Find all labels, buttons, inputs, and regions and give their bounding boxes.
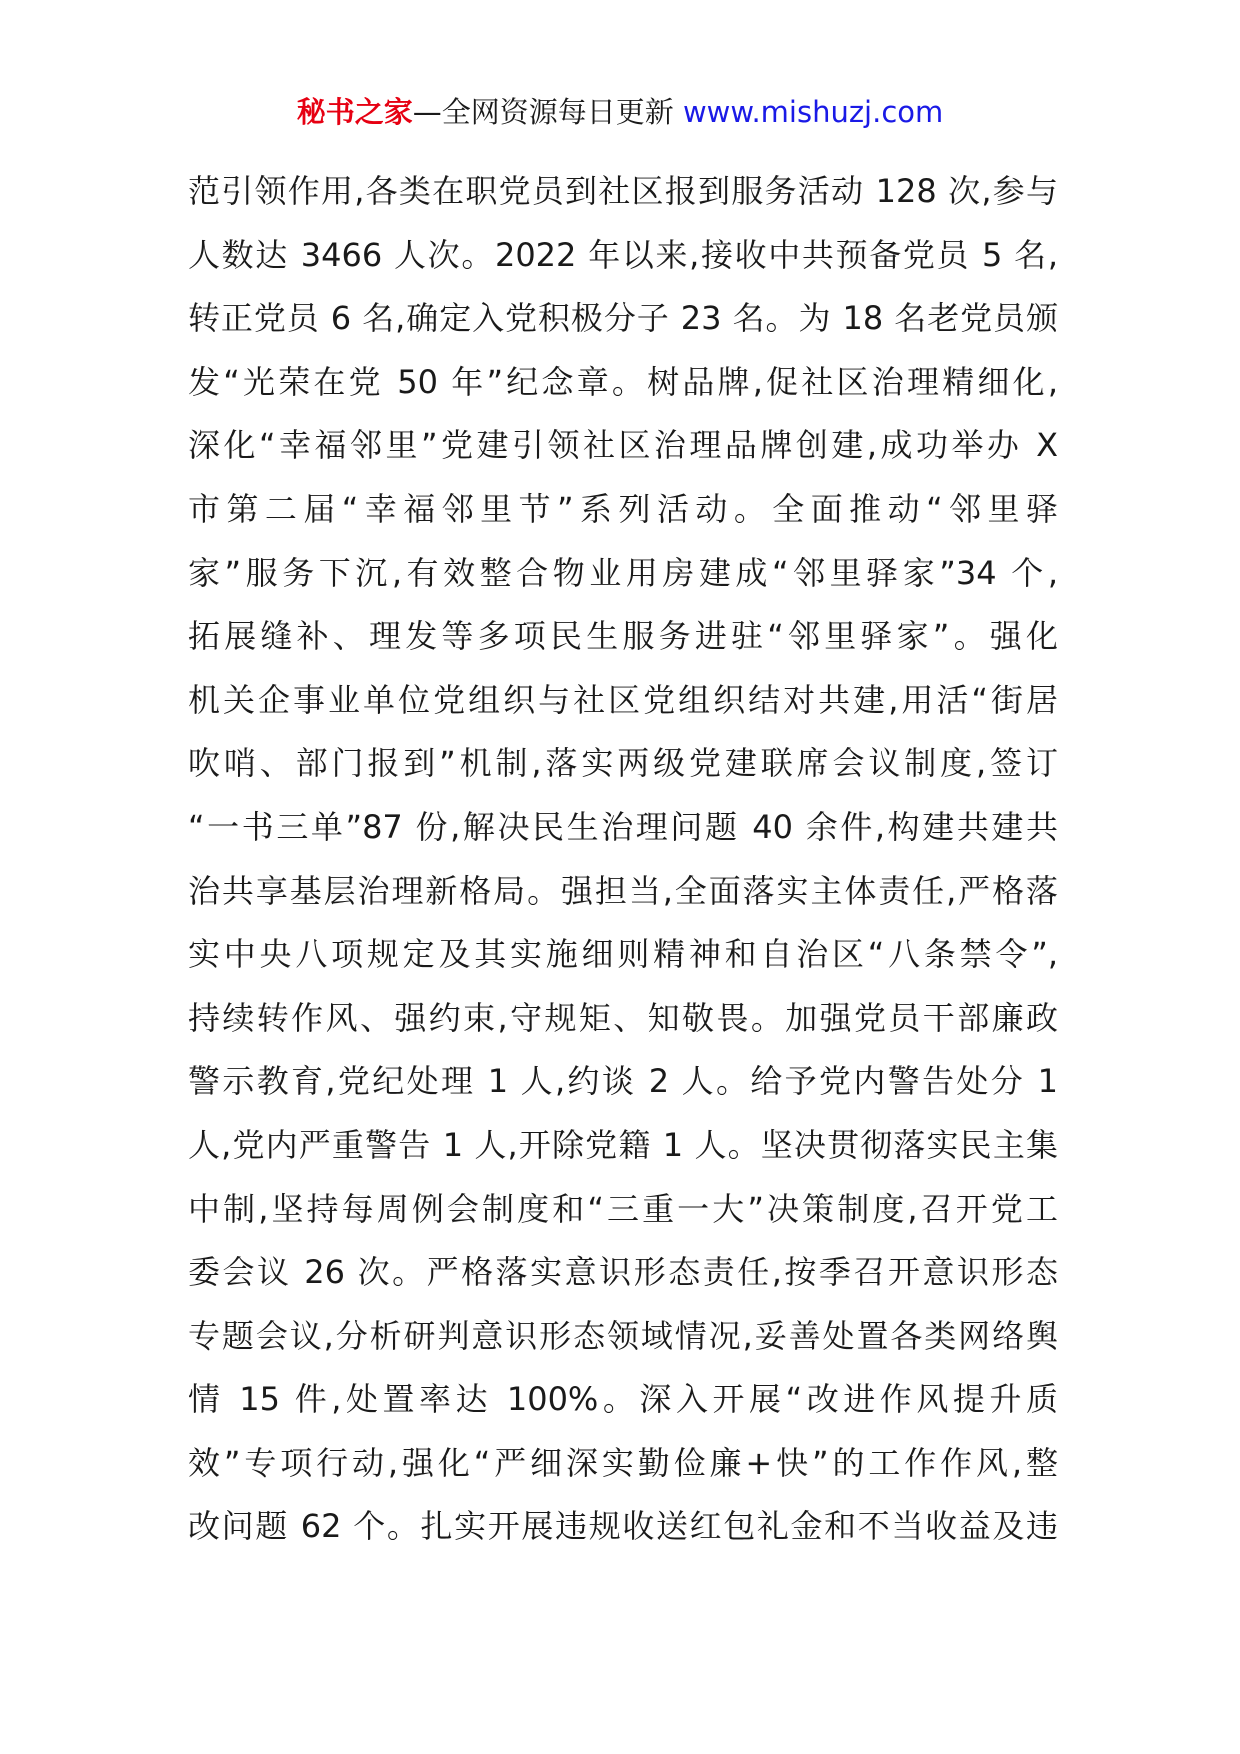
text-line: 实中央八项规定及其实施细则精神和自治区“八条禁令”, — [188, 935, 1058, 974]
brand-name: 秘书之家 — [296, 95, 413, 129]
text-line: 专题会议,分析研判意识形态领域情况,妥善处置各类网络舆 — [188, 1316, 1058, 1355]
text-line: 转正党员 6 名,确定入党积极分子 23 名。为 18 名老党员颁 — [188, 299, 1058, 338]
site-url-link[interactable]: www.mishuzj.com — [682, 95, 944, 129]
text-line: 范引领作用,各类在职党员到社区报到服务活动 128 次,参与 — [188, 172, 1058, 210]
document-body — [188, 160, 1058, 1559]
text-line: 情 15 件,处置率达 100%。深入开展“改进作风提升质 — [188, 1380, 1058, 1419]
text-line: 改问题 62 个。扎实开展违规收送红包礼金和不当收益及违 — [188, 1507, 1058, 1546]
header-tagline: —全网资源每日更新 — [412, 95, 683, 129]
text-line: 中制,坚持每周例会制度和“三重一大”决策制度,召开党工 — [188, 1189, 1058, 1228]
text-line: 市第二届“幸福邻里节”系列活动。全面推动“邻里驿 — [188, 489, 1058, 528]
text-line: 持续转作风、强约束,守规矩、知敬畏。加强党员干部廉政 — [188, 998, 1058, 1037]
text-line: 发“光荣在党 50 年”纪念章。树品牌,促社区治理精细化, — [188, 362, 1058, 401]
page-header — [0, 92, 1240, 132]
text-line: 深化“幸福邻里”党建引领社区治理品牌创建,成功举办 X — [188, 426, 1058, 465]
text-line: 家”服务下沉,有效整合物业用房建成“邻里驿家”34 个, — [188, 553, 1058, 592]
text-line: 人,党内严重警告 1 人,开除党籍 1 人。坚决贯彻落实民主集 — [188, 1125, 1058, 1164]
text-line: 吹哨、部门报到”机制,落实两级党建联席会议制度,签订 — [188, 744, 1058, 783]
text-line: 效”专项行动,强化“严细深实勤俭廉+快”的工作作风,整 — [188, 1443, 1058, 1482]
text-line: “一书三单”87 份,解决民生治理问题 40 余件,构建共建共 — [188, 807, 1058, 846]
text-line: 人数达 3466 人次。2022 年以来,接收中共预备党员 5 名, — [188, 235, 1058, 274]
text-line: 治共享基层治理新格局。强担当,全面落实主体责任,严格落 — [188, 871, 1058, 910]
text-line: 机关企事业单位党组织与社区党组织结对共建,用活“街居 — [188, 680, 1058, 719]
text-line: 警示教育,党纪处理 1 人,约谈 2 人。给予党内警告处分 1 — [188, 1062, 1058, 1101]
text-line: 委会议 26 次。严格落实意识形态责任,按季召开意识形态 — [188, 1253, 1058, 1292]
text-line: 拓展缝补、理发等多项民生服务进驻“邻里驿家”。强化 — [188, 617, 1058, 656]
